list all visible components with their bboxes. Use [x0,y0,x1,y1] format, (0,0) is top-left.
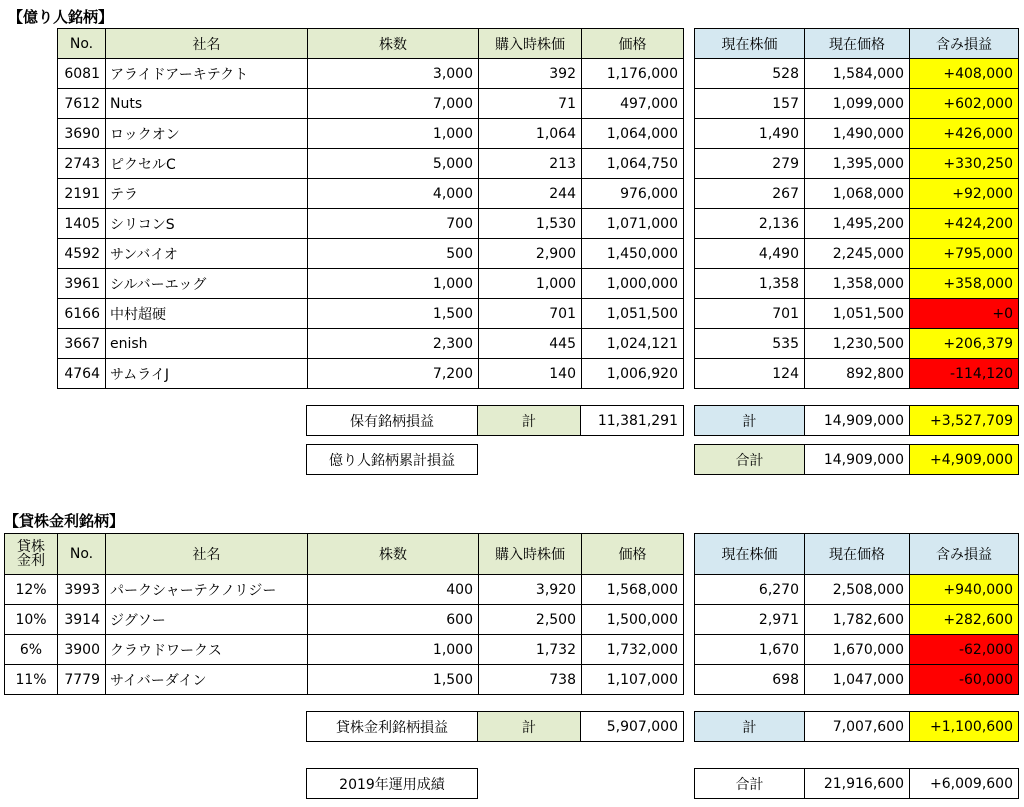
table-row [695,89,1019,119]
buy-price-cell: 2,500 [479,605,582,635]
table-row [58,209,684,239]
col-current-price: 現在株価 [695,29,805,59]
table-row [5,635,684,665]
buy-price-cell: 1,732 [479,635,582,665]
col-current-value: 現在価格 [805,29,910,59]
price-cell: 1,064,000 [582,119,684,149]
current-value-cell: 1,068,000 [805,179,910,209]
unrealized-pl-cell: +408,000 [910,59,1019,89]
price-cell: 1,071,000 [582,209,684,239]
unrealized-pl-cell: +330,250 [910,149,1019,179]
grand-total-label: 合計 [695,769,805,799]
company-name-cell: テラ [106,179,308,209]
company-name-cell: ジグソー [106,605,308,635]
buy-price-cell: 1,064 [479,119,582,149]
table-row [58,119,684,149]
buy-price-cell: 738 [479,665,582,695]
unrealized-pl-cell: +426,000 [910,119,1019,149]
okuribito-summary-left [306,405,684,436]
company-name-cell: ピクセルC [106,149,308,179]
okuribito-cumulative-left [306,444,478,475]
total-label: 計 [695,712,805,742]
okuribito-summary-right [694,405,1019,436]
unrealized-pl-cell: +424,200 [910,209,1019,239]
current-total: 21,916,600 [805,769,910,799]
table-row [695,605,1019,635]
current-price-cell: 2,136 [695,209,805,239]
col-price: 価格 [582,29,684,59]
col-no: No. [58,29,106,59]
price-cell: 1,006,920 [582,359,684,389]
company-name-cell: サンバイオ [106,239,308,269]
unrealized-pl-cell: +0 [910,299,1019,329]
current-total: 14,909,000 [805,445,910,475]
company-name-cell: パークシャーテクノリジー [106,575,308,605]
price-cell: 1,732,000 [582,635,684,665]
unrealized-pl-cell: +206,379 [910,329,1019,359]
table-row [58,89,684,119]
lending-right-table [694,533,1019,695]
table-row [58,149,684,179]
shares-cell: 2,300 [308,329,479,359]
shares-cell: 1,500 [308,299,479,329]
buy-price-cell: 213 [479,149,582,179]
total-label: 計 [695,406,805,436]
stock-code-cell: 3900 [58,635,106,665]
lending-summary-right [694,711,1019,742]
unrealized-pl-cell: +282,600 [910,605,1019,635]
stock-code-cell: 3961 [58,269,106,299]
table-row [695,635,1019,665]
price-cell: 976,000 [582,179,684,209]
col-shares: 株数 [308,29,479,59]
stock-code-cell: 3690 [58,119,106,149]
buy-price-cell: 71 [479,89,582,119]
current-price-cell: 157 [695,89,805,119]
table-row [695,59,1019,89]
current-value-cell: 892,800 [805,359,910,389]
stock-code-cell: 1405 [58,209,106,239]
col-lending-rate: 貸株金利 [5,534,58,575]
stock-code-cell: 7612 [58,89,106,119]
pl-total: +1,100,600 [910,712,1019,742]
current-value-cell: 1,230,500 [805,329,910,359]
company-name-cell: ロックオン [106,119,308,149]
company-name-cell: シリコンS [106,209,308,239]
shares-cell: 7,000 [308,89,479,119]
current-price-cell: 1,490 [695,119,805,149]
unrealized-pl-cell: +795,000 [910,239,1019,269]
current-value-cell: 1,782,600 [805,605,910,635]
buy-price-cell: 701 [479,299,582,329]
lending-rate-cell: 6% [5,635,58,665]
current-value-cell: 1,584,000 [805,59,910,89]
col-current-price: 現在株価 [695,534,805,575]
price-total: 5,907,000 [581,712,684,742]
stock-code-cell: 7779 [58,665,106,695]
col-unrealized-pl: 含み損益 [910,534,1019,575]
holding-pl-label: 保有銘柄損益 [307,406,478,436]
shares-cell: 1,000 [308,635,479,665]
lending-rate-cell: 10% [5,605,58,635]
unrealized-pl-cell: -60,000 [910,665,1019,695]
shares-cell: 1,500 [308,665,479,695]
company-name-cell: サムライJ [106,359,308,389]
table-row [695,575,1019,605]
unrealized-pl-cell: +940,000 [910,575,1019,605]
shares-cell: 7,200 [308,359,479,389]
company-name-cell: enish [106,329,308,359]
price-cell: 1,176,000 [582,59,684,89]
current-value-cell: 1,670,000 [805,635,910,665]
unrealized-pl-cell: +602,000 [910,89,1019,119]
price-total: 11,381,291 [581,406,684,436]
unrealized-pl-cell: +92,000 [910,179,1019,209]
table-row [695,209,1019,239]
table-row [695,329,1019,359]
buy-price-cell: 445 [479,329,582,359]
price-cell: 497,000 [582,89,684,119]
shares-cell: 600 [308,605,479,635]
current-price-cell: 698 [695,665,805,695]
table-row [695,179,1019,209]
current-value-cell: 1,099,000 [805,89,910,119]
price-cell: 1,107,000 [582,665,684,695]
col-shares: 株数 [308,534,479,575]
company-name-cell: Nuts [106,89,308,119]
buy-price-cell: 1,000 [479,269,582,299]
table-row [58,359,684,389]
unrealized-pl-cell: +358,000 [910,269,1019,299]
stock-code-cell: 6166 [58,299,106,329]
table-row [695,665,1019,695]
stock-code-cell: 2191 [58,179,106,209]
col-unrealized-pl: 含み損益 [910,29,1019,59]
current-price-cell: 267 [695,179,805,209]
price-cell: 1,064,750 [582,149,684,179]
company-name-cell: シルバーエッグ [106,269,308,299]
shares-cell: 1,000 [308,269,479,299]
col-no: No. [58,534,106,575]
header-row [5,534,684,575]
current-value-cell: 2,508,000 [805,575,910,605]
okuribito-cumulative-right [694,444,1019,475]
pl-total: +6,009,600 [910,769,1019,799]
header-row [695,29,1019,59]
current-value-cell: 1,047,000 [805,665,910,695]
pl-total: +4,909,000 [910,445,1019,475]
table-row [5,605,684,635]
buy-price-cell: 3,920 [479,575,582,605]
company-name-cell: 中村超硬 [106,299,308,329]
shares-cell: 3,000 [308,59,479,89]
lending-rate-cell: 11% [5,665,58,695]
stock-code-cell: 3914 [58,605,106,635]
current-price-cell: 6,270 [695,575,805,605]
col-buy-price: 購入時株価 [479,29,582,59]
current-value-cell: 1,358,000 [805,269,910,299]
current-value-cell: 2,245,000 [805,239,910,269]
annual-result-right [694,768,1019,799]
okuribito-left-table [57,28,684,389]
table-row [695,239,1019,269]
shares-cell: 4,000 [308,179,479,209]
grand-total-label: 合計 [695,445,805,475]
shares-cell: 400 [308,575,479,605]
table-row [695,359,1019,389]
buy-price-cell: 244 [479,179,582,209]
table-row [695,269,1019,299]
stock-code-cell: 3667 [58,329,106,359]
lending-left-table [4,533,684,695]
current-value-cell: 1,490,000 [805,119,910,149]
table-row [58,269,684,299]
price-cell: 1,024,121 [582,329,684,359]
okuribito-right-table [694,28,1019,389]
section-title-okuribito: 【億り人銘柄】 [8,8,114,26]
shares-cell: 700 [308,209,479,239]
table-row [58,239,684,269]
buy-price-cell: 1,530 [479,209,582,239]
table-row [695,119,1019,149]
price-cell: 1,000,000 [582,269,684,299]
current-value-cell: 1,395,000 [805,149,910,179]
table-row [58,299,684,329]
price-cell: 1,450,000 [582,239,684,269]
lending-summary-left [306,711,684,742]
table-row [5,575,684,605]
stock-code-cell: 4592 [58,239,106,269]
col-current-value: 現在価格 [805,534,910,575]
current-price-cell: 1,358 [695,269,805,299]
lending-pl-label: 貸株金利銘柄損益 [307,712,478,742]
table-row [58,329,684,359]
unrealized-pl-cell: -62,000 [910,635,1019,665]
current-price-cell: 2,971 [695,605,805,635]
unrealized-pl-cell: -114,120 [910,359,1019,389]
price-cell: 1,051,500 [582,299,684,329]
shares-cell: 1,000 [308,119,479,149]
table-row [695,149,1019,179]
current-total: 14,909,000 [805,406,910,436]
stock-code-cell: 6081 [58,59,106,89]
buy-price-cell: 392 [479,59,582,89]
stock-code-cell: 3993 [58,575,106,605]
total-label: 計 [478,712,581,742]
buy-price-cell: 2,900 [479,239,582,269]
table-row [58,179,684,209]
stock-code-cell: 4764 [58,359,106,389]
table-row [695,299,1019,329]
current-price-cell: 1,670 [695,635,805,665]
company-name-cell: サイバーダイン [106,665,308,695]
shares-cell: 500 [308,239,479,269]
buy-price-cell: 140 [479,359,582,389]
price-cell: 1,500,000 [582,605,684,635]
lending-rate-cell: 12% [5,575,58,605]
total-label: 計 [478,406,581,436]
pl-total: +3,527,709 [910,406,1019,436]
current-price-cell: 279 [695,149,805,179]
table-row [5,665,684,695]
current-price-cell: 4,490 [695,239,805,269]
section-title-lending: 【貸株金利銘柄】 [4,512,125,530]
current-value-cell: 1,495,200 [805,209,910,239]
table-row [58,59,684,89]
col-name: 社名 [106,534,308,575]
header-row [695,534,1019,575]
current-price-cell: 701 [695,299,805,329]
col-name: 社名 [106,29,308,59]
shares-cell: 5,000 [308,149,479,179]
stock-code-cell: 2743 [58,149,106,179]
company-name-cell: アライドアーキテクト [106,59,308,89]
current-value-cell: 1,051,500 [805,299,910,329]
col-buy-price: 購入時株価 [479,534,582,575]
company-name-cell: クラウドワークス [106,635,308,665]
current-price-cell: 535 [695,329,805,359]
current-price-cell: 124 [695,359,805,389]
cumulative-pl-label: 億り人銘柄累計損益 [307,445,478,475]
col-price: 価格 [582,534,684,575]
annual-result-label: 2019年運用成績 [307,769,478,799]
header-row [58,29,684,59]
annual-result-left [306,768,478,799]
current-total: 7,007,600 [805,712,910,742]
price-cell: 1,568,000 [582,575,684,605]
current-price-cell: 528 [695,59,805,89]
